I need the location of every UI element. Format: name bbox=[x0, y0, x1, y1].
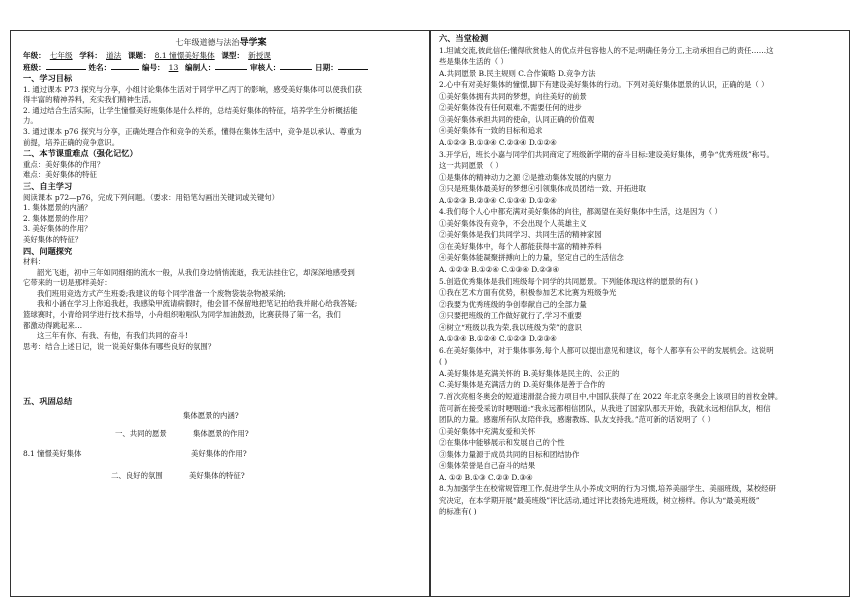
class-label: 班级： bbox=[23, 63, 46, 72]
quiz-line: ②美好集体是我们共同学习、共同生活的精神家园 bbox=[439, 230, 602, 240]
summary-branch-2: 二、良好的氛围 bbox=[111, 471, 163, 481]
summary-question-3: 美好集体的作用? bbox=[191, 449, 247, 459]
reviewer-blank[interactable] bbox=[280, 61, 312, 70]
quiz-line: 7.首次亮相冬奥会的短道速滑混合接力项目中,中国队获得了在 2022 年北京冬奥会上该项目的首枚金牌。 bbox=[439, 392, 783, 401]
editor-blank[interactable] bbox=[215, 61, 247, 70]
meta-row-2 bbox=[23, 61, 419, 73]
date-label: 日期： bbox=[315, 63, 338, 72]
answer-space[interactable] bbox=[23, 352, 419, 396]
quiz-lines bbox=[439, 45, 841, 518]
quiz-line: A.①②③ B.②③④ C.①③④ D.①②④ bbox=[439, 195, 557, 205]
quiz-line: 团队的力量。感谢所有队友陪伴我，感谢教练、队友支持我。”范可新的话说明了（ ） bbox=[439, 415, 715, 425]
date-blank[interactable] bbox=[338, 61, 368, 70]
material-line: 我们班用竞选方式产生班委;我建议的每个同学准备一个废物袋装杂物被采纳; bbox=[37, 288, 286, 298]
quiz-line: 8.为加强学生在校常规管理工作,促进学生从小养成文明的行为习惯,培养美丽学生、美丽班级，某校经研 bbox=[439, 484, 776, 494]
quiz-line: 3.开学后，班长小嘉与同学们共同商定了班级新学期的奋斗目标:建设美好集体，勇争“优秀班级”称号。 bbox=[439, 149, 774, 159]
quiz-line: ③只要把班级的工作做好就行了,学习不重要 bbox=[439, 311, 582, 321]
quiz-line: A. ①② B.①③ C.②③ D.③④ bbox=[439, 472, 533, 482]
quiz-line: 范可新在接受采访时哽咽道:“我永远都相信团队，从我进了国家队那天开始，我就永远相信队友，相信 bbox=[439, 403, 771, 413]
material-line: 韶光飞逝，初中三年如同细细的流水一般，从我们身边悄悄流逝，我无法挂住它，却深深地感受到 bbox=[37, 267, 355, 277]
quiz-line: A.①②③ B.①③④ C.②③④ D.①②④ bbox=[439, 137, 557, 147]
summary-question-4: 美好集体的特征? bbox=[189, 471, 245, 481]
quiz-line: A.美好集体是充满关怀的 B.美好集体是民主的、公正的 bbox=[439, 368, 620, 378]
quiz-line: ②在集体中能够展示和发展自己的个性 bbox=[439, 438, 565, 448]
quiz-line: ①美好集体中充满友爱和关怀 bbox=[439, 426, 536, 436]
quiz-line: ③在美好集体中，每个人都能获得丰富的精神养料 bbox=[439, 241, 602, 251]
quiz-line: A.①③④ B.①②④ C.①②③ D.②③④ bbox=[439, 334, 557, 344]
goal-line: 1. 通过课本 P73 探究与分享，小组讨论集体生活对于同学甲乙丙丁的影响，感受美好集体可以使我们获 bbox=[23, 84, 362, 94]
material-label: 材料： bbox=[23, 257, 46, 267]
quiz-line: 究决定，在本学期开展“最美班级”评比活动,通过评比表扬先进班级，树立榜样。你认为“最美班级” bbox=[439, 495, 760, 505]
right-column bbox=[430, 30, 850, 597]
section-heading-inquiry: 四、问题探究 bbox=[23, 245, 73, 256]
quiz-line: ①我在艺术方面有优势，积极参加艺术比赛为班级争光 bbox=[439, 288, 617, 298]
type-value: 新授课 bbox=[248, 51, 271, 60]
type-label: 课型： bbox=[221, 51, 245, 60]
quiz-line: ④集体荣誉是自己奋斗的结果 bbox=[439, 461, 536, 471]
quiz-line: ①是集体的精神动力之源 ②是推动集体发展的内驱力 bbox=[439, 172, 612, 182]
summary-outline bbox=[23, 408, 419, 498]
quiz-line: A.共同愿景 B.民主规则 C.合作策略 D.竞争方法 bbox=[439, 68, 596, 78]
section-heading-self-study: 三、自主学习 bbox=[23, 180, 73, 191]
quiz-line: 5.创造优秀集体是我们班级每个同学的共同愿景。下列能体现这样的愿景的有( ) bbox=[439, 276, 699, 286]
section-heading-quiz: 六、当堂检测 bbox=[439, 33, 489, 43]
summary-question-1: 集体愿景的内涵? bbox=[183, 411, 239, 421]
summary-branch-1: 一、共同的愿景 bbox=[115, 429, 167, 439]
quiz-line: ( ) bbox=[439, 357, 448, 367]
material-line: 这三年有你、有我、有他，有我们共同的奋斗! bbox=[37, 331, 188, 341]
grade-label: 年级： bbox=[23, 51, 46, 60]
number-value: 13 bbox=[168, 63, 179, 72]
quiz-line: 1.坦诚交流,彼此信任;懂得欣赏他人的优点并包容他人的不足;明确任务分工,主动承担自己的责任……这 bbox=[439, 45, 774, 55]
material-line: 我和小涵在学习上你追我赶，我感染甲流请病假时，他会冒不保留地把笔记拍给我并耐心给我答疑; bbox=[37, 299, 358, 309]
self-study-line: 阅读课本 p72—p76，完成下列问题。（要求：用铅笔勾画出关键词或关键句） bbox=[23, 192, 280, 202]
title-text: 七年级道德与法治 bbox=[175, 38, 240, 47]
meta-row-1 bbox=[23, 50, 419, 61]
quiz-line: ③集体力量源于成员共同的目标和团结协作 bbox=[439, 449, 580, 459]
goal-line: 3. 通过课本 p76 探究与分享，正确处理合作和竞争的关系，懂得在集体生活中，竞争是以承认、尊重为 bbox=[23, 126, 362, 136]
key-point-line: 重点：美好集体的作用？ bbox=[23, 159, 105, 169]
editor-label: 编制人： bbox=[184, 63, 216, 72]
topic-label: 课题： bbox=[127, 51, 151, 60]
summary-question-2: 集体愿景的作用? bbox=[193, 429, 249, 439]
quiz-line: ④美好集体能凝聚拼搏向上的力量，坚定自己的生活信念 bbox=[439, 253, 624, 263]
grade-value: 七年级 bbox=[49, 51, 73, 60]
quiz-line: ②美好集体没有任何艰难,不需要任何的进步 bbox=[439, 103, 582, 113]
left-column bbox=[10, 30, 430, 597]
subject-value: 道法 bbox=[106, 51, 122, 60]
class-blank[interactable] bbox=[46, 61, 86, 70]
name-label: 姓名： bbox=[88, 63, 112, 72]
self-study-line: 3. 美好集体的作用？ bbox=[23, 224, 92, 234]
quiz-line: 些是集体生活的（ ） bbox=[439, 57, 508, 67]
quiz-line: 4.我们每个人心中都充满对美好集体的向往，都渴望在美好集体中生活，这是因为（ ） bbox=[439, 207, 722, 217]
quiz-line: ①美好集体拥有共同的梦想，向往美好的前景 bbox=[439, 91, 587, 101]
title-bold-text: 导学案 bbox=[239, 38, 267, 48]
material-line: 都激动得跳起来… bbox=[23, 320, 83, 330]
goal-line: 得丰富的精神养料，充实我们精神生活。 bbox=[23, 95, 157, 105]
quiz-line: 这一共同愿景 （ ） bbox=[439, 161, 503, 171]
summary-root: 8.1 憧憬美好集体 bbox=[23, 449, 82, 459]
quiz-line: ④树立“班级以我为荣,我以班级为荣”的意识 bbox=[439, 322, 582, 332]
page-title bbox=[23, 37, 419, 49]
quiz-line: C.美好集体是充满活力的 D.美好集体是善于合作的 bbox=[439, 380, 605, 390]
goal-line: 2. 通过结合生活实际，让学生憧憬美好班集体是什么样的，总结美好集体的特征，培养学生分析概括能 bbox=[23, 105, 358, 115]
quiz-line: ③美好集体承担共同的使命，认同正确的价值观 bbox=[439, 114, 595, 124]
goal-line: 力。 bbox=[23, 116, 38, 126]
goal-line: 前提，培养正确的竞争意识。 bbox=[23, 137, 120, 147]
quiz-line: ④美好集体有一致的目标和追求 bbox=[439, 126, 543, 136]
section-heading-goals: 一、学习目标 bbox=[23, 73, 73, 83]
quiz-line: 的标准有( ) bbox=[439, 507, 477, 517]
quiz-line: 2.心中有对美好集体的憧憬,脚下有建设美好集体的行动。下列对美好集体愿景的认识，正确的是（ ） bbox=[439, 80, 769, 90]
quiz-line: 6.在美好集体中，对于集体事务,每个人都可以提出意见和建议，每个人都享有公平的发展机会。这说明 bbox=[439, 345, 774, 355]
material-line: 它带来的一切是那样美好： bbox=[23, 278, 112, 288]
self-study-line: 2. 集体愿景的作用？ bbox=[23, 213, 92, 223]
section-heading-summary: 五、巩固总结 bbox=[23, 396, 73, 407]
section-heading-key-points: 二、本节课重难点（强化记忆） bbox=[23, 148, 138, 159]
number-label: 编号： bbox=[141, 63, 165, 72]
quiz-line: ③只是班集体最美好的梦想④引领集体成员团结一致、开拓进取 bbox=[439, 184, 646, 194]
inquiry-question: 思考：结合上述日记，说一说美好集体有哪些良好的氛围？ bbox=[23, 341, 216, 351]
self-study-line: 1. 集体愿景的内涵？ bbox=[23, 203, 92, 213]
material-line: 篮球赛时，小青给同学进行技术指导，小舟组织啦啦队为同学加油鼓劲，比赛获得了第一名，我们 bbox=[23, 310, 341, 320]
subject-label: 学科： bbox=[79, 51, 102, 60]
quiz-line: ②我要为优秀班级的争创奉献自己的全部力量 bbox=[439, 299, 587, 309]
topic-value: 8.1 憧憬美好集体 bbox=[154, 51, 215, 60]
quiz-line: ①美好集体没有竞争，不会出现个人英雄主义 bbox=[439, 218, 587, 228]
reviewer-label: 审核人： bbox=[250, 63, 281, 72]
key-point-line: 难点：美好集体的特征 bbox=[23, 170, 97, 180]
quiz-line: A. ①②③ B.①②④ C.①③④ D.②③④ bbox=[439, 264, 560, 274]
name-blank[interactable] bbox=[111, 61, 139, 70]
self-study-line: 美好集体的特征？ bbox=[23, 234, 83, 244]
